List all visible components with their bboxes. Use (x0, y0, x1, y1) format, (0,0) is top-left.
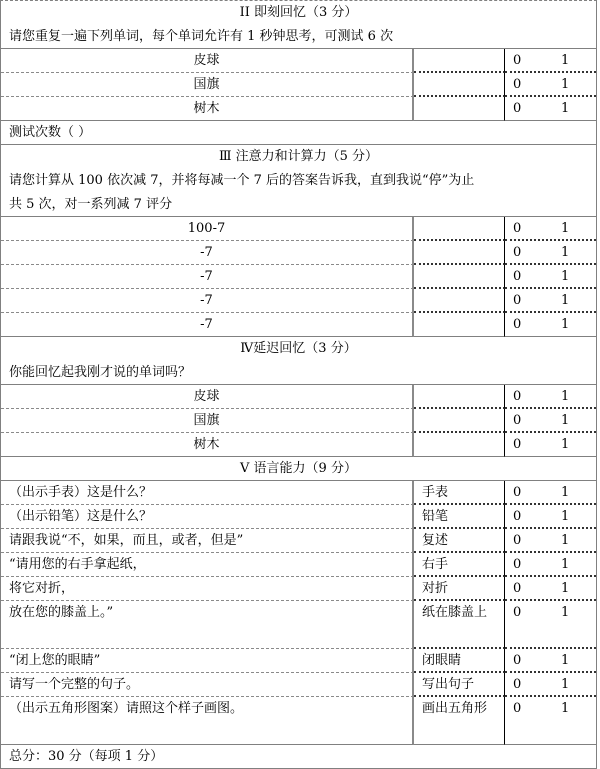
item-label: -7 (1, 265, 414, 289)
table-row (1, 601, 596, 649)
score-cell[interactable] (505, 601, 596, 649)
item-label: -7 (1, 289, 414, 313)
score-0[interactable]: 0 (513, 269, 522, 284)
table-row (1, 409, 596, 433)
answer-cell[interactable]: 对折 (414, 577, 505, 601)
score-0[interactable]: 0 (513, 437, 522, 452)
score-cell[interactable] (505, 265, 596, 289)
score-cell[interactable] (505, 409, 596, 433)
item-label: 树木 (1, 97, 414, 121)
score-cell[interactable] (505, 385, 596, 409)
score-cell[interactable] (505, 49, 596, 73)
score-cell[interactable] (505, 529, 596, 553)
answer-cell[interactable] (414, 289, 505, 313)
answer-cell[interactable]: 复述 (414, 529, 505, 553)
total-score: 总分：30 分（每项 1 分） (1, 745, 596, 769)
score-0[interactable]: 0 (513, 605, 522, 620)
item-label: 放在您的膝盖上。” (1, 601, 414, 649)
section-3-instruction-line2: 共 5 次，对一系列减 7 评分 (1, 193, 596, 217)
score-1[interactable]: 1 (561, 533, 570, 548)
item-label: （出示铅笔）这是什么？ (1, 505, 414, 529)
score-cell[interactable] (505, 673, 596, 697)
score-cell[interactable] (505, 697, 596, 745)
score-0[interactable]: 0 (513, 701, 522, 716)
item-label: 皮球 (1, 385, 414, 409)
score-1[interactable]: 1 (561, 221, 570, 236)
item-label: 将它对折， (1, 577, 414, 601)
score-1[interactable]: 1 (561, 77, 570, 92)
score-0[interactable]: 0 (513, 53, 522, 68)
item-label: 请跟我说“不，如果，而且，或者，但是” (1, 529, 414, 553)
score-0[interactable]: 0 (513, 485, 522, 500)
table-row (1, 313, 596, 337)
score-1[interactable]: 1 (561, 317, 570, 332)
answer-cell[interactable] (414, 241, 505, 265)
score-cell[interactable] (505, 433, 596, 457)
score-0[interactable]: 0 (513, 101, 522, 116)
score-1[interactable]: 1 (561, 413, 570, 428)
score-0[interactable]: 0 (513, 389, 522, 404)
score-0[interactable]: 0 (513, 533, 522, 548)
item-label: 100-7 (1, 217, 414, 241)
item-label: “闭上您的眼睛” (1, 649, 414, 673)
table-row (1, 649, 596, 673)
table-row (1, 481, 596, 505)
table-row (1, 217, 596, 241)
score-cell[interactable] (505, 481, 596, 505)
table-row (1, 265, 596, 289)
table-row (1, 673, 596, 697)
answer-cell[interactable] (414, 409, 505, 433)
item-label: （出示手表）这是什么？ (1, 481, 414, 505)
score-1[interactable]: 1 (561, 701, 570, 716)
item-label: 国旗 (1, 409, 414, 433)
item-label: 树木 (1, 433, 414, 457)
section-4-title: Ⅳ延迟回忆（3 分） (240, 341, 357, 356)
answer-cell[interactable]: 画出五角形 (414, 697, 505, 745)
section-3-title: Ⅲ 注意力和计算力（5 分） (218, 149, 379, 164)
score-1[interactable]: 1 (561, 509, 570, 524)
score-cell[interactable] (505, 73, 596, 97)
score-0[interactable]: 0 (513, 221, 522, 236)
score-0[interactable]: 0 (513, 317, 522, 332)
answer-cell[interactable]: 手表 (414, 481, 505, 505)
score-0[interactable]: 0 (513, 413, 522, 428)
table-row (1, 385, 596, 409)
answer-cell[interactable]: 铅笔 (414, 505, 505, 529)
section-4-question: 你能回忆起我刚才说的单词吗？ (1, 361, 596, 385)
score-1[interactable]: 1 (561, 101, 570, 116)
answer-cell[interactable] (414, 217, 505, 241)
answer-cell[interactable]: 闭眼睛 (414, 649, 505, 673)
score-cell[interactable] (505, 553, 596, 577)
table-row (1, 73, 596, 97)
item-label: 请写一个完整的句子。 (1, 673, 414, 697)
answer-cell[interactable] (414, 385, 505, 409)
table-row (1, 97, 596, 121)
attempts-count: 测试次数（ ） (1, 121, 596, 145)
score-1[interactable]: 1 (561, 293, 570, 308)
answer-cell[interactable] (414, 97, 505, 121)
score-1[interactable]: 1 (561, 677, 570, 692)
score-0[interactable]: 0 (513, 245, 522, 260)
score-cell[interactable] (505, 577, 596, 601)
table-row (1, 697, 596, 745)
score-0[interactable]: 0 (513, 581, 522, 596)
answer-cell[interactable]: 写出句子 (414, 673, 505, 697)
table-row (1, 289, 596, 313)
score-cell[interactable] (505, 313, 596, 337)
score-1[interactable]: 1 (561, 437, 570, 452)
score-0[interactable]: 0 (513, 653, 522, 668)
score-0[interactable]: 0 (513, 293, 522, 308)
score-0[interactable]: 0 (513, 77, 522, 92)
table-row (1, 553, 596, 577)
table-row (1, 433, 596, 457)
score-0[interactable]: 0 (513, 557, 522, 572)
score-cell[interactable] (505, 97, 596, 121)
section-3-instruction-line1: 请您计算从 100 依次减 7，并将每减一个 7 后的答案告诉我，直到我说“停”为止 (9, 173, 475, 188)
answer-cell[interactable] (414, 73, 505, 97)
table-row (1, 505, 596, 529)
answer-cell[interactable]: 纸在膝盖上 (414, 601, 505, 649)
item-label: （出示五角形图案）请照这个样子画图。 (1, 697, 414, 745)
answer-cell[interactable] (414, 433, 505, 457)
table-row (1, 577, 596, 601)
item-label: -7 (1, 241, 414, 265)
item-label: 皮球 (1, 49, 414, 73)
score-cell[interactable] (505, 217, 596, 241)
section-2-title: II 即刻回忆（3 分） (239, 5, 358, 20)
section-2-instruction: 请您重复一遍下列单词，每个单词允许有 1 秒钟思考，可测试 6 次 (1, 25, 596, 49)
table-row (1, 49, 596, 73)
score-1[interactable]: 1 (561, 53, 570, 68)
table-row (1, 529, 596, 553)
score-cell[interactable] (505, 241, 596, 265)
table-row (1, 241, 596, 265)
score-1[interactable]: 1 (561, 653, 570, 668)
answer-cell[interactable] (414, 265, 505, 289)
item-label: 国旗 (1, 73, 414, 97)
score-cell[interactable] (505, 289, 596, 313)
score-0[interactable]: 0 (513, 677, 522, 692)
score-1[interactable]: 1 (561, 269, 570, 284)
score-1[interactable]: 1 (561, 485, 570, 500)
item-label: “请用您的右手拿起纸， (1, 553, 414, 577)
item-label: -7 (1, 313, 414, 337)
score-0[interactable]: 0 (513, 509, 522, 524)
score-1[interactable]: 1 (561, 605, 570, 620)
score-1[interactable]: 1 (561, 557, 570, 572)
score-cell[interactable] (505, 649, 596, 673)
score-1[interactable]: 1 (561, 245, 570, 260)
score-1[interactable]: 1 (561, 581, 570, 596)
answer-cell[interactable] (414, 313, 505, 337)
answer-cell[interactable]: 右手 (414, 553, 505, 577)
score-cell[interactable] (505, 505, 596, 529)
section-5-title: Ⅴ 语言能力（9 分） (1, 457, 596, 481)
answer-cell[interactable] (414, 49, 505, 73)
score-1[interactable]: 1 (561, 389, 570, 404)
